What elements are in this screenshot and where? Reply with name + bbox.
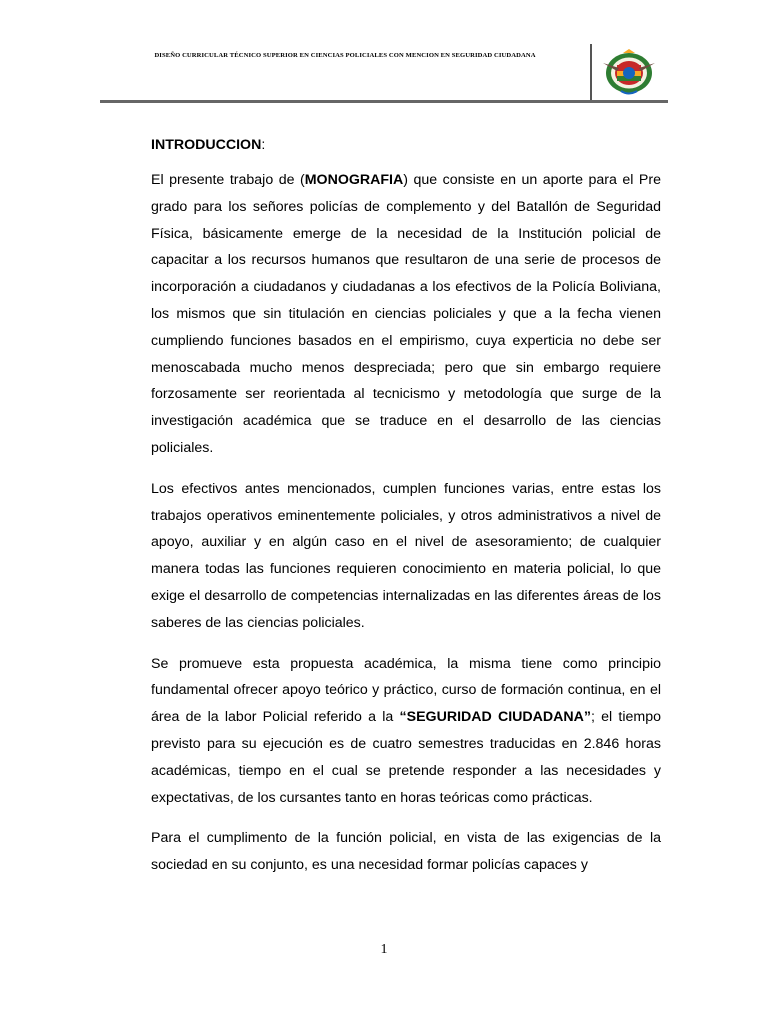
header-divider-horizontal [100,100,668,103]
header-divider-vertical [590,44,592,102]
document-header [100,44,668,102]
page-number: 1 [380,942,388,957]
police-seal-icon [597,47,661,99]
section-heading [151,135,661,155]
paragraph-2: Los efectivos antes mencionados, cumplen funciones varias, entre estas los trabajos operativos eminentemente policiales, y otros administrativos a nivel de apoyo, auxiliar y en algún caso en el nivel de asesoramiento; de cualquier manera todas las funciones requieren conocimiento en materia policial, lo que exige el desarrollo de competencias internalizadas en las diferentes áreas de los saberes de las ciencias policiales. [151,480,661,631]
header-title: DISEÑO CURRICULAR TÉCNICO SUPERIOR EN CIENCIAS POLICIALES CON MENCION EN SEGURIDAD CIUDADANA [154,52,536,59]
paragraph-1-emphasis: MONOGRAFIA [304,172,404,188]
paragraph-1 [151,167,661,462]
paragraph-3-emphasis: “SEGURIDAD CIUDADANA” [399,709,591,726]
paragraph-3-lead: Se promueve esta propuesta académica, la misma tiene como principio fundamental ofrecer apoyo teórico y práctico, curso de formación continua, en el área de la labor Policial referido a la [151,655,661,726]
paragraph-3-rest: ; el tiempo previsto para su ejecución es de cuatro semestres traducidas en 2.846 horas académicas, tiempo en el cual se pretende responder a las necesidades y expectativas, de los cursantes tanto en horas teóricas como prácticas. [151,709,661,806]
paragraph-3 [151,651,661,812]
paragraph-1-lead: El presente trabajo de ( [151,172,305,188]
document-body [151,135,661,893]
heading-text: INTRODUCCION [151,137,262,153]
heading-colon: : [261,137,266,153]
paragraph-4: Para el cumplimento de la función policial, en vista de las exigencias de la sociedad en su conjunto, es una necesidad formar policías capaces y [151,830,661,874]
paragraph-1-rest: ) que consiste en un aporte para el Pre grado para los señores policías de complemento y del Batallón de Seguridad Física, básicamente emerge de la necesidad de la Institución policial de capacitar a los recursos humanos que resultaron de una serie de procesos de incorporación a ciudadanos y ciudadanas a los efectivos de la Policía Boliviana, los mismos que sin titulación en ciencias policiales y que a la fecha vienen cumpliendo funciones basados en el empirismo, cuya experticia no debe ser menoscabada mucho menos despreciada; pero que sin embargo requiere forzosamente ser reorientada al tecnicismo y metodología que surge de la investigación académica que se traduce en el desarrollo de las ciencias policiales. [151,172,661,456]
